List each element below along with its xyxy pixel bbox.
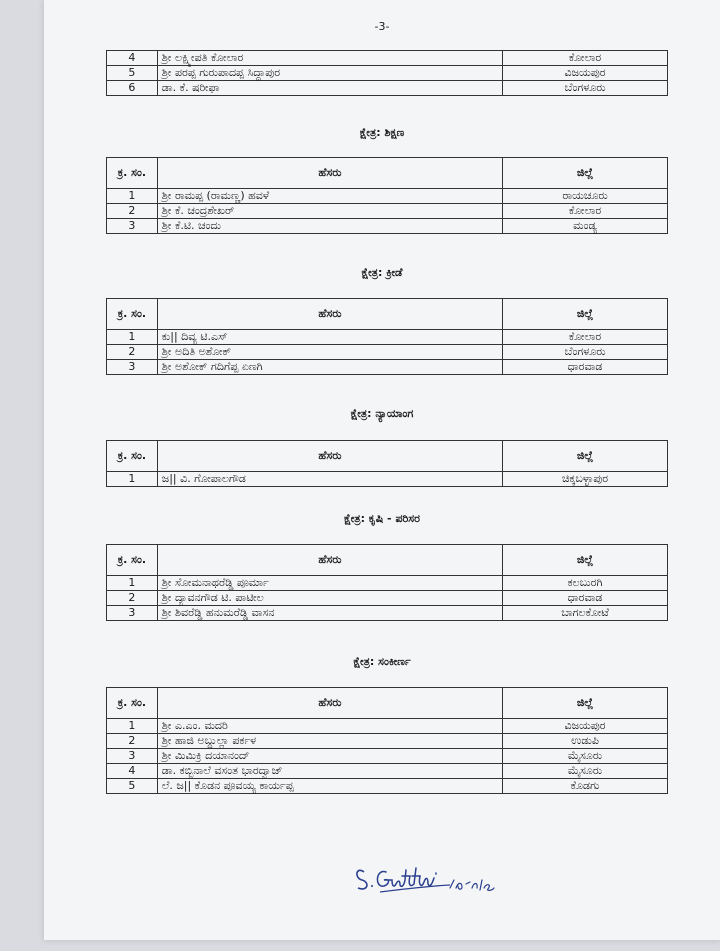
row-district: ಬೆಂಗಳೂರು <box>503 81 668 96</box>
table-row <box>107 764 668 779</box>
row-sl: 1 <box>107 472 158 487</box>
row-district: ಕಲಬುರಗಿ <box>503 576 668 591</box>
row-name: ಜ|| ವಿ. ಗೋಪಾಲಗೌಡ <box>157 472 502 487</box>
row-name: ಶ್ರೀ ಹಾಜಿ ಅಬ್ದುಲ್ಲಾ ಪರ್ಕಳ <box>157 734 502 749</box>
row-name: ಶ್ರೀ ರಾಮಪ್ಪ (ರಾಮಣ್ಣ) ಹವಳೆ <box>157 189 502 204</box>
table-header <box>107 688 668 719</box>
row-district: ವಿಜಯಪುರ <box>503 719 668 734</box>
table-row <box>107 606 668 621</box>
header-name: ಹೆಸರು <box>157 299 502 330</box>
header-district: ಜಿಲ್ಲೆ <box>503 688 668 719</box>
row-sl: 4 <box>107 764 158 779</box>
row-district: ಕೊಡಗು <box>503 779 668 794</box>
table-row <box>107 189 668 204</box>
row-name: ಶ್ರೀ ಕೆ.ಟಿ. ಚಂದು <box>157 219 502 234</box>
table-miscellaneous <box>106 687 668 794</box>
row-name: ಲೆ. ಜ|| ಕೊಡನ ಪೂವಯ್ಯ ಕಾರ್ಯಪ್ಪ <box>157 779 502 794</box>
header-district: ಜಿಲ್ಲೆ <box>503 441 668 472</box>
table-education <box>106 157 668 234</box>
table-row <box>107 734 668 749</box>
table-row <box>107 360 668 375</box>
header-district: ಜಿಲ್ಲೆ <box>503 158 668 189</box>
row-name: ಕು|| ದಿವ್ಯ ಟಿ.ಎಸ್ <box>157 330 502 345</box>
row-sl: 2 <box>107 204 158 219</box>
section-heading-agriculture: ಕ್ಷೇತ್ರ: ಕೃಷಿ - ಪರಿಸರ <box>344 512 420 525</box>
header-name: ಹೆಸರು <box>157 158 502 189</box>
table-header <box>107 545 668 576</box>
header-sl: ಕ್ರ. ಸಂ. <box>107 158 158 189</box>
section-heading-education: ಕ್ಷೇತ್ರ: ಶಿಕ್ಷಣ <box>359 126 405 139</box>
row-district: ಧಾರವಾಡ <box>503 591 668 606</box>
row-name: ಶ್ರೀ ಶಿವರೆಡ್ಡಿ ಹನುಮರೆಡ್ಡಿ ವಾಸನ <box>157 606 502 621</box>
row-district: ಚಿಕ್ಕಬಳ್ಳಾಪುರ <box>503 472 668 487</box>
table-row <box>107 591 668 606</box>
row-name: ಡಾ. ಕಬ್ಬಿನಾಲೆ ವಸಂತ ಭಾರದ್ವಾಜ್ <box>157 764 502 779</box>
header-sl: ಕ್ರ. ಸಂ. <box>107 299 158 330</box>
header-sl: ಕ್ರ. ಸಂ. <box>107 688 158 719</box>
row-name: ಶ್ರೀ ಮಿಮಿಕ್ರಿ ದಯಾನಂದ್ <box>157 749 502 764</box>
row-sl: 6 <box>107 81 158 96</box>
row-sl: 2 <box>107 345 158 360</box>
row-name: ಶ್ರೀ ಲಕ್ಷ್ಮೀಪತಿ ಕೋಲಾರ <box>157 51 502 66</box>
row-district: ಬಾಗಲಕೋಟೆ <box>503 606 668 621</box>
table-row <box>107 204 668 219</box>
header-district: ಜಿಲ್ಲೆ <box>503 545 668 576</box>
table-judiciary <box>106 440 668 487</box>
row-sl: 5 <box>107 66 158 81</box>
row-name: ಶ್ರೀ ಕೆ. ಚಂದ್ರಶೇಖರ್ <box>157 204 502 219</box>
row-district: ಬೆಂಗಳೂರು <box>503 345 668 360</box>
row-district: ಮಂಡ್ಯ <box>503 219 668 234</box>
row-district: ಕೋಲಾರ <box>503 51 668 66</box>
row-district: ಮೈಸೂರು <box>503 764 668 779</box>
row-name: ಶ್ರೀ ದ್ಯಾವನಗೌಡ ಟಿ. ಪಾಟೀಲ <box>157 591 502 606</box>
row-sl: 2 <box>107 734 158 749</box>
row-district: ಉಡುಪಿ <box>503 734 668 749</box>
table-sports <box>106 298 668 375</box>
table-row <box>107 51 668 66</box>
row-sl: 2 <box>107 591 158 606</box>
row-sl: 3 <box>107 360 158 375</box>
table-row <box>107 576 668 591</box>
row-sl: 1 <box>107 189 158 204</box>
row-district: ರಾಯಚೂರು <box>503 189 668 204</box>
row-sl: 1 <box>107 719 158 734</box>
signature-graphic <box>352 858 512 898</box>
header-name: ಹೆಸರು <box>157 441 502 472</box>
table-row <box>107 66 668 81</box>
table-row <box>107 779 668 794</box>
header-name: ಹೆಸರು <box>157 545 502 576</box>
row-name: ಶ್ರೀ ಎ.ಎಂ. ಮದರಿ <box>157 719 502 734</box>
row-district: ಕೋಲಾರ <box>503 204 668 219</box>
signature <box>352 858 512 902</box>
row-district: ಕೋಲಾರ <box>503 330 668 345</box>
row-district: ವಿಜಯಪುರ <box>503 66 668 81</box>
row-sl: 3 <box>107 219 158 234</box>
row-district: ಮೈಸೂರು <box>503 749 668 764</box>
row-sl: 3 <box>107 606 158 621</box>
row-sl: 4 <box>107 51 158 66</box>
table-row <box>107 330 668 345</box>
row-sl: 3 <box>107 749 158 764</box>
row-name: ಶ್ರೀ ಸೋಮನಾಥರೆಡ್ಡಿ ಪೂರ್ಮಾ <box>157 576 502 591</box>
section-heading-sports: ಕ್ಷೇತ್ರ: ಕ್ರೀಡೆ <box>361 266 403 279</box>
table-row <box>107 719 668 734</box>
table-row <box>107 749 668 764</box>
header-sl: ಕ್ರ. ಸಂ. <box>107 441 158 472</box>
section-heading-judiciary: ಕ್ಷೇತ್ರ: ನ್ಯಾಯಾಂಗ <box>350 407 414 420</box>
table-row <box>107 81 668 96</box>
page-number: -3- <box>374 20 390 33</box>
header-district: ಜಿಲ್ಲೆ <box>503 299 668 330</box>
row-sl: 5 <box>107 779 158 794</box>
table-row <box>107 219 668 234</box>
document-page <box>44 0 720 940</box>
row-sl: 1 <box>107 330 158 345</box>
table-row <box>107 472 668 487</box>
table-row <box>107 345 668 360</box>
table-header <box>107 158 668 189</box>
row-name: ಡಾ. ಕೆ. ಷರೀಫಾ <box>157 81 502 96</box>
table-header <box>107 441 668 472</box>
row-district: ಧಾರವಾಡ <box>503 360 668 375</box>
header-name: ಹೆಸರು <box>157 688 502 719</box>
header-sl: ಕ್ರ. ಸಂ. <box>107 545 158 576</box>
row-sl: 1 <box>107 576 158 591</box>
table-header <box>107 299 668 330</box>
row-name: ಶ್ರೀ ಅಶೋಕ್ ಗದಿಗೆಪ್ಪ ಏಣಗಿ <box>157 360 502 375</box>
row-name: ಶ್ರೀ ಪರಪ್ಪ ಗುರುಪಾದಪ್ಪ ಸಿದ್ದಾಪುರ <box>157 66 502 81</box>
row-name: ಶ್ರೀ ಅದಿತಿ ಅಶೋಕ್ <box>157 345 502 360</box>
table-agriculture <box>106 544 668 621</box>
table-continued <box>106 50 668 96</box>
section-heading-miscellaneous: ಕ್ಷೇತ್ರ: ಸಂಕೀರ್ಣ <box>353 655 411 668</box>
